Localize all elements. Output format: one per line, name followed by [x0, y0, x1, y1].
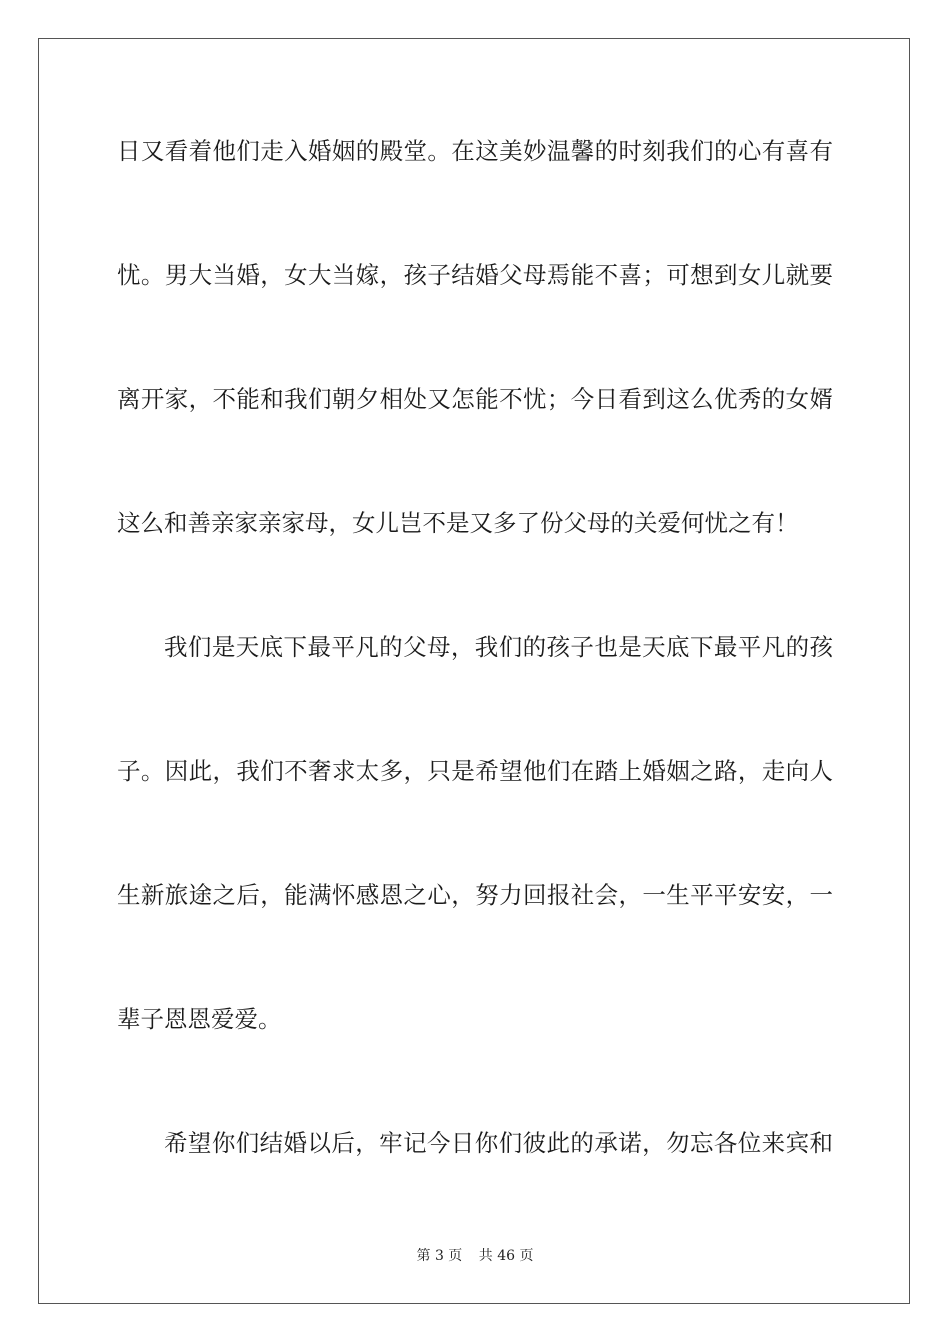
body-line-1: 日又看着他们走入婚姻的殿堂。在这美妙温馨的时刻我们的心有喜有 [117, 137, 833, 165]
body-line-2: 忧。男大当婚，女大当嫁，孩子结婚父母焉能不喜；可想到女儿就要 [117, 261, 833, 289]
total-pages: 共 46 页 [478, 1248, 534, 1264]
body-line-6: 子。因此，我们不奢求太多，只是希望他们在踏上婚姻之路，走向人 [117, 757, 833, 785]
page-number: 第 3 页 [416, 1248, 463, 1264]
paragraph-start-line-5: 我们是天底下最平凡的父母，我们的孩子也是天底下最平凡的孩 [164, 633, 833, 661]
body-line-7: 生新旅途之后，能满怀感恩之心，努力回报社会，一生平平安安，一 [117, 881, 833, 909]
page-footer [0, 1247, 950, 1265]
page-frame [38, 38, 910, 1304]
body-line-8: 辈子恩恩爱爱。 [117, 1005, 282, 1033]
body-line-4: 这么和善亲家亲家母，女儿岂不是又多了份父母的关爱何忧之有！ [117, 509, 799, 537]
body-line-3: 离开家，不能和我们朝夕相处又怎能不忧；今日看到这么优秀的女婿 [117, 385, 833, 413]
paragraph-start-line-9: 希望你们结婚以后，牢记今日你们彼此的承诺，勿忘各位来宾和 [164, 1129, 833, 1157]
